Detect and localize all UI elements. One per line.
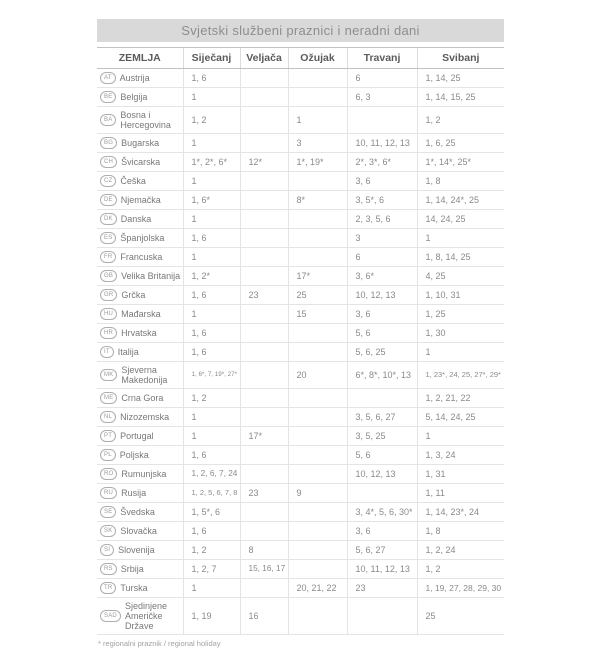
table-row xyxy=(97,598,504,635)
month-cell-sijecanj: 1, 6 xyxy=(183,522,240,541)
table-row xyxy=(97,503,504,522)
month-cell-sijecanj: 1, 2, 7 xyxy=(183,560,240,579)
country-code-badge: RO xyxy=(100,468,117,480)
month-cell-svibanj: 1, 8, 14, 25 xyxy=(417,248,504,267)
month-cell-svibanj: 25 xyxy=(417,598,504,635)
month-cell-ozujak xyxy=(288,88,347,107)
month-cell-veljaca: 8 xyxy=(240,541,288,560)
month-cell-ozujak xyxy=(288,69,347,88)
country-cell xyxy=(97,69,183,88)
table-row xyxy=(97,248,504,267)
country-name: Češka xyxy=(120,176,146,186)
month-cell-ozujak: 15 xyxy=(288,305,347,324)
month-cell-svibanj: 1, 19, 27, 28, 29, 30 xyxy=(417,579,504,598)
country-wrap xyxy=(100,110,181,130)
month-cell-svibanj: 1, 8 xyxy=(417,172,504,191)
month-cell-svibanj: 1*, 14*, 25* xyxy=(417,153,504,172)
country-wrap xyxy=(100,525,181,537)
month-cell-sijecanj: 1 xyxy=(183,408,240,427)
month-cell-ozujak xyxy=(288,229,347,248)
country-cell xyxy=(97,522,183,541)
country-wrap xyxy=(100,194,181,206)
month-cell-ozujak xyxy=(288,210,347,229)
country-code-badge: MK xyxy=(100,369,117,381)
country-name: Slovenija xyxy=(118,545,155,555)
country-name: Rumunjska xyxy=(121,469,167,479)
month-cell-sijecanj: 1, 19 xyxy=(183,598,240,635)
month-cell-ozujak xyxy=(288,465,347,484)
table-row xyxy=(97,191,504,210)
country-wrap xyxy=(100,308,181,320)
month-cell-travanj: 2, 3, 5, 6 xyxy=(347,210,417,229)
country-cell xyxy=(97,503,183,522)
country-wrap xyxy=(100,346,181,358)
month-cell-veljaca xyxy=(240,343,288,362)
table-row xyxy=(97,541,504,560)
country-wrap xyxy=(100,411,181,423)
month-cell-sijecanj: 1 xyxy=(183,134,240,153)
table-row xyxy=(97,172,504,191)
page-title: Svjetski službeni praznici i neradni dani xyxy=(97,19,504,42)
month-cell-veljaca xyxy=(240,408,288,427)
table-row xyxy=(97,343,504,362)
month-cell-veljaca: 23 xyxy=(240,484,288,503)
country-name: Njemačka xyxy=(120,195,161,205)
month-cell-sijecanj: 1 xyxy=(183,248,240,267)
country-name: Belgija xyxy=(120,92,148,102)
country-name: Hrvatska xyxy=(121,328,157,338)
month-cell-svibanj: 1, 14, 24*, 25 xyxy=(417,191,504,210)
month-cell-travanj: 2*, 3*, 6* xyxy=(347,153,417,172)
country-wrap xyxy=(100,430,181,442)
country-code-badge: DE xyxy=(100,194,117,206)
country-name: Francuska xyxy=(120,252,163,262)
country-cell xyxy=(97,389,183,408)
month-cell-travanj: 3, 6* xyxy=(347,267,417,286)
month-cell-veljaca xyxy=(240,362,288,389)
month-cell-veljaca xyxy=(240,465,288,484)
month-cell-travanj: 3, 5*, 6 xyxy=(347,191,417,210)
country-code-badge: SE xyxy=(100,506,116,518)
country-cell xyxy=(97,343,183,362)
month-cell-travanj: 3, 6 xyxy=(347,522,417,541)
month-cell-veljaca xyxy=(240,107,288,134)
month-cell-svibanj: 1, 2, 24 xyxy=(417,541,504,560)
table-row xyxy=(97,286,504,305)
month-cell-ozujak: 8* xyxy=(288,191,347,210)
month-cell-veljaca xyxy=(240,210,288,229)
country-name: Danska xyxy=(120,214,152,224)
country-cell xyxy=(97,465,183,484)
month-cell-svibanj: 1, 11 xyxy=(417,484,504,503)
month-cell-ozujak xyxy=(288,427,347,446)
month-cell-travanj: 10, 11, 12, 13 xyxy=(347,134,417,153)
month-cell-sijecanj: 1, 2 xyxy=(183,541,240,560)
country-wrap xyxy=(100,91,181,103)
country-name: Italija xyxy=(117,347,139,357)
month-cell-svibanj: 1 xyxy=(417,427,504,446)
month-cell-ozujak xyxy=(288,560,347,579)
table-row xyxy=(97,484,504,503)
month-cell-veljaca xyxy=(240,172,288,191)
table-row xyxy=(97,153,504,172)
column-header: Svibanj xyxy=(417,48,504,69)
month-cell-travanj: 10, 12, 13 xyxy=(347,465,417,484)
footnote-regional-holiday: * regionalni praznik / regional holiday xyxy=(98,639,221,648)
country-wrap xyxy=(100,601,181,631)
month-cell-ozujak: 1 xyxy=(288,107,347,134)
country-code-badge: NL xyxy=(100,411,116,423)
country-wrap xyxy=(100,289,181,301)
month-cell-sijecanj: 1, 6 xyxy=(183,286,240,305)
month-cell-sijecanj: 1 xyxy=(183,88,240,107)
table-row xyxy=(97,560,504,579)
month-cell-ozujak: 9 xyxy=(288,484,347,503)
holidays-table xyxy=(97,47,504,635)
country-name: Rusija xyxy=(121,488,147,498)
country-wrap xyxy=(100,544,181,556)
table-header-row xyxy=(97,48,504,69)
country-name: Sjeverna Makedonija xyxy=(121,365,168,385)
month-cell-sijecanj: 1, 6 xyxy=(183,324,240,343)
month-cell-travanj: 3, 5, 25 xyxy=(347,427,417,446)
country-name: Španjolska xyxy=(120,233,165,243)
country-cell xyxy=(97,172,183,191)
country-name: Sjedinjene Američke Države xyxy=(124,601,167,631)
month-cell-veljaca: 17* xyxy=(240,427,288,446)
country-code-badge: AT xyxy=(100,72,116,84)
country-wrap xyxy=(100,365,181,385)
country-code-badge: CZ xyxy=(100,175,116,187)
table-row xyxy=(97,446,504,465)
table-row xyxy=(97,579,504,598)
country-name: Portugal xyxy=(120,431,154,441)
country-cell xyxy=(97,107,183,134)
country-cell xyxy=(97,541,183,560)
month-cell-travanj: 5, 6 xyxy=(347,324,417,343)
month-cell-veljaca: 16 xyxy=(240,598,288,635)
month-cell-svibanj: 5, 14, 24, 25 xyxy=(417,408,504,427)
country-wrap xyxy=(100,392,181,404)
month-cell-travanj: 23 xyxy=(347,579,417,598)
month-cell-sijecanj: 1, 2* xyxy=(183,267,240,286)
country-name: Bugarska xyxy=(121,138,160,148)
country-cell xyxy=(97,267,183,286)
country-code-badge: SI xyxy=(100,544,114,556)
month-cell-veljaca xyxy=(240,522,288,541)
column-header: ZEMLJA xyxy=(97,48,183,69)
month-cell-veljaca xyxy=(240,305,288,324)
country-name: Austrija xyxy=(119,73,150,83)
month-cell-sijecanj: 1, 6 xyxy=(183,343,240,362)
country-wrap xyxy=(100,270,181,282)
country-cell xyxy=(97,134,183,153)
country-cell xyxy=(97,229,183,248)
country-code-badge: BG xyxy=(100,137,117,149)
country-wrap xyxy=(100,506,181,518)
country-code-badge: GR xyxy=(100,289,117,301)
country-wrap xyxy=(100,468,181,480)
month-cell-veljaca xyxy=(240,134,288,153)
country-wrap xyxy=(100,213,181,225)
month-cell-travanj: 6 xyxy=(347,248,417,267)
column-header: Travanj xyxy=(347,48,417,69)
month-cell-sijecanj: 1 xyxy=(183,579,240,598)
country-code-badge: GB xyxy=(100,270,117,282)
column-header: Ožujak xyxy=(288,48,347,69)
month-cell-veljaca xyxy=(240,229,288,248)
content-area xyxy=(97,19,504,648)
country-wrap xyxy=(100,449,181,461)
country-cell xyxy=(97,446,183,465)
country-code-badge: HR xyxy=(100,327,117,339)
country-wrap xyxy=(100,137,181,149)
month-cell-ozujak xyxy=(288,324,347,343)
country-code-badge: SAD xyxy=(100,610,121,622)
table-row xyxy=(97,408,504,427)
country-name: Turska xyxy=(120,583,148,593)
country-cell xyxy=(97,286,183,305)
country-wrap xyxy=(100,487,181,499)
month-cell-travanj: 3 xyxy=(347,229,417,248)
month-cell-sijecanj: 1*, 2*, 6* xyxy=(183,153,240,172)
country-wrap xyxy=(100,563,181,575)
month-cell-sijecanj: 1 xyxy=(183,210,240,229)
month-cell-veljaca xyxy=(240,267,288,286)
month-cell-travanj xyxy=(347,107,417,134)
month-cell-svibanj: 1, 2, 21, 22 xyxy=(417,389,504,408)
table-row xyxy=(97,389,504,408)
month-cell-veljaca xyxy=(240,503,288,522)
month-cell-svibanj: 1, 6, 25 xyxy=(417,134,504,153)
country-name: Švedska xyxy=(120,507,155,517)
month-cell-svibanj: 1 xyxy=(417,343,504,362)
table-row xyxy=(97,362,504,389)
month-cell-sijecanj: 1 xyxy=(183,305,240,324)
month-cell-veljaca xyxy=(240,69,288,88)
country-cell xyxy=(97,427,183,446)
country-code-badge: BE xyxy=(100,91,116,103)
month-cell-veljaca: 12* xyxy=(240,153,288,172)
month-cell-sijecanj: 1 xyxy=(183,427,240,446)
month-cell-ozujak: 3 xyxy=(288,134,347,153)
month-cell-svibanj: 4, 25 xyxy=(417,267,504,286)
month-cell-veljaca xyxy=(240,579,288,598)
country-wrap xyxy=(100,72,181,84)
table-row xyxy=(97,427,504,446)
country-code-badge: ES xyxy=(100,232,116,244)
country-cell xyxy=(97,362,183,389)
month-cell-svibanj: 1, 30 xyxy=(417,324,504,343)
month-cell-travanj: 6 xyxy=(347,69,417,88)
month-cell-travanj: 5, 6 xyxy=(347,446,417,465)
month-cell-veljaca: 23 xyxy=(240,286,288,305)
month-cell-veljaca xyxy=(240,248,288,267)
country-wrap xyxy=(100,327,181,339)
month-cell-svibanj: 1, 14, 15, 25 xyxy=(417,88,504,107)
month-cell-veljaca xyxy=(240,88,288,107)
table-row xyxy=(97,305,504,324)
country-code-badge: IT xyxy=(100,346,114,358)
country-cell xyxy=(97,153,183,172)
country-cell xyxy=(97,305,183,324)
month-cell-svibanj: 14, 24, 25 xyxy=(417,210,504,229)
month-cell-sijecanj: 1, 2, 5, 6, 7, 8 xyxy=(183,484,240,503)
column-header: Siječanj xyxy=(183,48,240,69)
month-cell-travanj: 10, 11, 12, 13 xyxy=(347,560,417,579)
country-code-badge: BA xyxy=(100,114,116,126)
country-code-badge: ME xyxy=(100,392,117,404)
country-code-badge: RS xyxy=(100,563,117,575)
month-cell-ozujak xyxy=(288,598,347,635)
table-row xyxy=(97,134,504,153)
country-code-badge: HU xyxy=(100,308,117,320)
month-cell-ozujak: 20 xyxy=(288,362,347,389)
table-row xyxy=(97,522,504,541)
country-wrap xyxy=(100,232,181,244)
month-cell-travanj: 3, 6 xyxy=(347,305,417,324)
table-row xyxy=(97,229,504,248)
month-cell-sijecanj: 1, 6*, 7, 19*, 27* xyxy=(183,362,240,389)
country-code-badge: FR xyxy=(100,251,116,263)
month-cell-ozujak: 20, 21, 22 xyxy=(288,579,347,598)
month-cell-svibanj: 1, 14, 25 xyxy=(417,69,504,88)
month-cell-travanj: 3, 5, 6, 27 xyxy=(347,408,417,427)
month-cell-sijecanj: 1, 6 xyxy=(183,446,240,465)
country-code-badge: RU xyxy=(100,487,117,499)
country-name: Švicarska xyxy=(121,157,161,167)
table-row xyxy=(97,465,504,484)
month-cell-ozujak xyxy=(288,522,347,541)
table-row xyxy=(97,267,504,286)
month-cell-travanj: 5, 6, 27 xyxy=(347,541,417,560)
country-wrap xyxy=(100,175,181,187)
month-cell-svibanj: 1, 2 xyxy=(417,560,504,579)
month-cell-ozujak xyxy=(288,172,347,191)
month-cell-veljaca xyxy=(240,446,288,465)
country-cell xyxy=(97,484,183,503)
country-wrap xyxy=(100,156,181,168)
month-cell-ozujak xyxy=(288,389,347,408)
month-cell-travanj xyxy=(347,484,417,503)
month-cell-svibanj: 1, 2 xyxy=(417,107,504,134)
country-code-badge: PT xyxy=(100,430,116,442)
table-body xyxy=(97,69,504,635)
month-cell-sijecanj: 1, 2 xyxy=(183,389,240,408)
country-code-badge: TR xyxy=(100,582,116,594)
country-cell xyxy=(97,408,183,427)
column-header: Veljača xyxy=(240,48,288,69)
month-cell-ozujak xyxy=(288,446,347,465)
country-cell xyxy=(97,88,183,107)
month-cell-travanj xyxy=(347,389,417,408)
month-cell-ozujak: 17* xyxy=(288,267,347,286)
country-cell xyxy=(97,210,183,229)
month-cell-travanj: 6, 3 xyxy=(347,88,417,107)
country-cell xyxy=(97,191,183,210)
country-name: Poljska xyxy=(119,450,149,460)
country-cell xyxy=(97,598,183,635)
country-code-badge: CH xyxy=(100,156,117,168)
country-name: Crna Gora xyxy=(121,393,164,403)
table-row xyxy=(97,69,504,88)
month-cell-travanj: 5, 6, 25 xyxy=(347,343,417,362)
country-name: Srbija xyxy=(120,564,144,574)
month-cell-svibanj: 1, 3, 24 xyxy=(417,446,504,465)
month-cell-sijecanj: 1, 5*, 6 xyxy=(183,503,240,522)
month-cell-veljaca xyxy=(240,191,288,210)
table-row xyxy=(97,210,504,229)
table-row xyxy=(97,324,504,343)
country-code-badge: PL xyxy=(100,449,116,461)
country-code-badge: DK xyxy=(100,213,117,225)
month-cell-sijecanj: 1, 2, 6, 7, 24 xyxy=(183,465,240,484)
country-name: Bosna i Hercegovina xyxy=(120,110,171,130)
country-name: Mađarska xyxy=(121,309,161,319)
country-name: Nizozemska xyxy=(120,412,170,422)
month-cell-ozujak xyxy=(288,408,347,427)
month-cell-ozujak: 1*, 19* xyxy=(288,153,347,172)
table-row xyxy=(97,107,504,134)
country-name: Velika Britanija xyxy=(121,271,181,281)
country-name: Grčka xyxy=(121,290,146,300)
month-cell-veljaca: 15, 16, 17 xyxy=(240,560,288,579)
month-cell-svibanj: 1, 31 xyxy=(417,465,504,484)
month-cell-ozujak xyxy=(288,248,347,267)
month-cell-svibanj: 1, 25 xyxy=(417,305,504,324)
country-name: Slovačka xyxy=(120,526,157,536)
month-cell-ozujak xyxy=(288,541,347,560)
month-cell-ozujak xyxy=(288,503,347,522)
month-cell-sijecanj: 1, 6 xyxy=(183,69,240,88)
country-code-badge: SK xyxy=(100,525,116,537)
month-cell-sijecanj: 1, 2 xyxy=(183,107,240,134)
month-cell-veljaca xyxy=(240,389,288,408)
month-cell-veljaca xyxy=(240,324,288,343)
month-cell-ozujak: 25 xyxy=(288,286,347,305)
country-wrap xyxy=(100,251,181,263)
country-cell xyxy=(97,560,183,579)
month-cell-travanj xyxy=(347,598,417,635)
month-cell-ozujak xyxy=(288,343,347,362)
month-cell-sijecanj: 1, 6 xyxy=(183,229,240,248)
country-cell xyxy=(97,579,183,598)
month-cell-svibanj: 1, 23*, 24, 25, 27*, 29* xyxy=(417,362,504,389)
country-cell xyxy=(97,248,183,267)
month-cell-svibanj: 1, 8 xyxy=(417,522,504,541)
country-cell xyxy=(97,324,183,343)
month-cell-svibanj: 1, 10, 31 xyxy=(417,286,504,305)
country-wrap xyxy=(100,582,181,594)
month-cell-travanj: 3, 6 xyxy=(347,172,417,191)
month-cell-svibanj: 1, 14, 23*, 24 xyxy=(417,503,504,522)
month-cell-travanj: 10, 12, 13 xyxy=(347,286,417,305)
month-cell-svibanj: 1 xyxy=(417,229,504,248)
month-cell-sijecanj: 1, 6* xyxy=(183,191,240,210)
month-cell-sijecanj: 1 xyxy=(183,172,240,191)
month-cell-travanj: 6*, 8*, 10*, 13 xyxy=(347,362,417,389)
table-row xyxy=(97,88,504,107)
month-cell-travanj: 3, 4*, 5, 6, 30* xyxy=(347,503,417,522)
